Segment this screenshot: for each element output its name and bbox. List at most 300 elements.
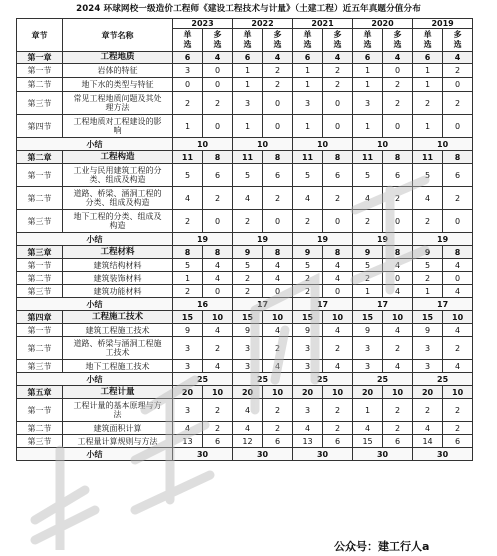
section-name: 建筑工程施工技术 [63,324,173,337]
multi-score: 6 [203,164,233,187]
single-score: 9 [293,324,323,337]
chapter-name: 工程地质 [63,52,173,64]
multi-score: 4 [383,52,413,64]
single-score: 9 [293,246,323,259]
header-single: 单选 [173,29,203,52]
section-name: 建筑结构材料 [63,259,173,272]
multi-score: 10 [383,386,413,399]
single-score: 4 [233,187,263,210]
multi-score: 4 [323,324,353,337]
multi-score: 8 [443,246,473,259]
multi-score: 2 [323,422,353,435]
single-score: 15 [413,311,443,324]
multi-score: 6 [263,435,293,448]
single-score: 2 [293,272,323,285]
single-score: 11 [173,151,203,164]
multi-score: 2 [263,399,293,422]
single-score: 3 [173,64,203,78]
single-score: 2 [353,272,383,285]
multi-score: 6 [383,164,413,187]
multi-score: 4 [203,324,233,337]
multi-score: 10 [443,386,473,399]
header-multi: 多选 [323,29,353,52]
header-multi: 多选 [443,29,473,52]
single-score: 9 [413,246,443,259]
section-name: 建筑功能材料 [63,285,173,298]
multi-score: 2 [323,337,353,360]
multi-score: 4 [323,272,353,285]
single-score: 9 [233,246,263,259]
subtotal-value: 17 [413,298,473,311]
section-name: 道路、桥梁、涵洞工程的分类、组成及构造 [63,187,173,210]
single-score: 4 [413,187,443,210]
section-name: 岩体的特征 [63,64,173,78]
single-score: 4 [293,187,323,210]
chapter-name: 工程材料 [63,246,173,259]
single-score: 2 [413,272,443,285]
section-name: 地下工程施工技术 [63,360,173,373]
multi-score: 4 [203,259,233,272]
single-score: 13 [293,435,323,448]
header-multi: 多选 [203,29,233,52]
multi-score: 4 [263,52,293,64]
single-score: 2 [413,399,443,422]
single-score: 1 [413,78,443,92]
multi-score: 8 [323,151,353,164]
single-score: 5 [293,259,323,272]
multi-score: 0 [383,64,413,78]
subtotal-value: 19 [413,233,473,246]
section-number: 第二节 [17,422,63,435]
header-single: 单选 [233,29,263,52]
multi-score: 2 [383,78,413,92]
single-score: 3 [353,360,383,373]
footer-credit: 公众号：建工行人a [334,540,430,553]
section-name: 工程计量的基本原理与方法 [63,399,173,422]
single-score: 4 [353,187,383,210]
single-score: 9 [413,324,443,337]
section-number: 第二节 [17,337,63,360]
subtotal-value: 30 [413,448,473,461]
section-name: 建筑面积计算 [63,422,173,435]
subtotal-value: 10 [233,138,293,151]
multi-score: 2 [443,399,473,422]
multi-score: 6 [323,164,353,187]
section-number: 第一节 [17,64,63,78]
multi-score: 0 [203,78,233,92]
single-score: 6 [413,52,443,64]
single-score: 5 [293,164,323,187]
multi-score: 2 [203,92,233,115]
single-score: 3 [353,92,383,115]
header-year: 2020 [353,19,413,29]
multi-score: 2 [443,92,473,115]
single-score: 3 [233,337,263,360]
single-score: 3 [293,92,323,115]
single-score: 3 [293,399,323,422]
header-year: 2022 [233,19,293,29]
single-score: 1 [413,115,443,138]
section-number: 第三节 [17,92,63,115]
multi-score: 4 [263,360,293,373]
multi-score: 4 [323,52,353,64]
single-score: 5 [353,259,383,272]
single-score: 2 [413,92,443,115]
single-score: 20 [293,386,323,399]
header-multi: 多选 [263,29,293,52]
multi-score: 0 [383,115,413,138]
multi-score: 10 [203,311,233,324]
header-single: 单选 [293,29,323,52]
single-score: 9 [353,324,383,337]
single-score: 4 [293,422,323,435]
multi-score: 2 [383,92,413,115]
multi-score: 4 [263,259,293,272]
single-score: 1 [233,78,263,92]
multi-score: 4 [383,285,413,298]
multi-score: 8 [383,246,413,259]
section-number: 第三节 [17,360,63,373]
single-score: 3 [173,360,203,373]
multi-score: 0 [263,92,293,115]
multi-score: 4 [203,360,233,373]
single-score: 11 [293,151,323,164]
subtotal-value: 17 [353,298,413,311]
single-score: 6 [173,52,203,64]
section-number: 第一节 [17,324,63,337]
subtotal-value: 25 [293,373,353,386]
single-score: 1 [353,64,383,78]
header-year: 2019 [413,19,473,29]
single-score: 1 [353,115,383,138]
section-name: 地下工程的分类、组成及构造 [63,210,173,233]
multi-score: 2 [203,337,233,360]
multi-score: 2 [323,187,353,210]
multi-score: 4 [383,324,413,337]
subtotal-value: 19 [233,233,293,246]
section-number: 第一节 [17,164,63,187]
multi-score: 10 [383,311,413,324]
multi-score: 6 [263,164,293,187]
subtotal-label: 小结 [17,233,173,246]
single-score: 15 [293,311,323,324]
single-score: 1 [353,399,383,422]
multi-score: 6 [443,435,473,448]
single-score: 20 [353,386,383,399]
subtotal-value: 19 [293,233,353,246]
multi-score: 4 [383,360,413,373]
single-score: 14 [413,435,443,448]
chapter-number: 第二章 [17,151,63,164]
multi-score: 2 [383,337,413,360]
multi-score: 10 [263,311,293,324]
multi-score: 2 [383,399,413,422]
single-score: 3 [233,360,263,373]
multi-score: 0 [323,115,353,138]
single-score: 2 [233,210,263,233]
single-score: 11 [233,151,263,164]
multi-score: 2 [323,78,353,92]
multi-score: 10 [323,386,353,399]
single-score: 15 [353,435,383,448]
chapter-name: 工程构造 [63,151,173,164]
subtotal-value: 10 [173,138,233,151]
multi-score: 4 [443,360,473,373]
single-score: 20 [233,386,263,399]
multi-score: 6 [443,164,473,187]
section-number: 第三节 [17,285,63,298]
section-name: 工程地质对工程建设的影响 [63,115,173,138]
single-score: 4 [233,399,263,422]
single-score: 1 [233,64,263,78]
chapter-number: 第一章 [17,52,63,64]
section-number: 第四节 [17,115,63,138]
subtotal-label: 小结 [17,298,173,311]
section-number: 第二节 [17,187,63,210]
subtotal-value: 16 [173,298,233,311]
multi-score: 4 [383,259,413,272]
section-number: 第二节 [17,78,63,92]
multi-score: 2 [263,422,293,435]
multi-score: 10 [203,386,233,399]
header-single: 单选 [413,29,443,52]
multi-score: 4 [263,324,293,337]
single-score: 1 [353,78,383,92]
single-score: 4 [173,422,203,435]
single-score: 4 [353,422,383,435]
multi-score: 0 [263,285,293,298]
multi-score: 2 [263,187,293,210]
multi-score: 2 [203,399,233,422]
multi-score: 2 [203,187,233,210]
multi-score: 2 [323,64,353,78]
single-score: 4 [413,422,443,435]
section-number: 第三节 [17,210,63,233]
single-score: 2 [173,92,203,115]
single-score: 13 [173,435,203,448]
single-score: 2 [233,285,263,298]
multi-score: 8 [383,151,413,164]
single-score: 11 [413,151,443,164]
single-score: 3 [173,337,203,360]
single-score: 20 [413,386,443,399]
single-score: 2 [293,210,323,233]
subtotal-value: 25 [413,373,473,386]
multi-score: 4 [203,272,233,285]
header-year: 2023 [173,19,233,29]
single-score: 2 [353,210,383,233]
multi-score: 2 [263,64,293,78]
single-score: 2 [413,210,443,233]
multi-score: 6 [383,435,413,448]
subtotal-value: 10 [353,138,413,151]
multi-score: 10 [443,311,473,324]
section-name: 常见工程地质问题及其处理方法 [63,92,173,115]
multi-score: 2 [383,187,413,210]
header-year: 2021 [293,19,353,29]
multi-score: 2 [443,422,473,435]
single-score: 2 [173,285,203,298]
section-number: 第一节 [17,399,63,422]
single-score: 15 [173,311,203,324]
single-score: 6 [353,52,383,64]
single-score: 3 [173,399,203,422]
multi-score: 8 [263,151,293,164]
subtotal-label: 小结 [17,373,173,386]
single-score: 1 [353,285,383,298]
header-name: 章节名称 [63,19,173,52]
page-title: 2024 环球网校一级造价工程师《建设工程技术与计量》（土建工程）近五年真题分值分布 [76,4,421,14]
multi-score: 0 [203,210,233,233]
subtotal-value: 30 [293,448,353,461]
multi-score: 0 [443,210,473,233]
multi-score: 0 [263,115,293,138]
chapter-name: 工程施工技术 [63,311,173,324]
chapter-name: 工程计量 [63,386,173,399]
multi-score: 0 [203,285,233,298]
subtotal-value: 25 [173,373,233,386]
subtotal-value: 10 [293,138,353,151]
multi-score: 8 [443,151,473,164]
subtotal-value: 19 [353,233,413,246]
multi-score: 0 [263,210,293,233]
single-score: 1 [413,64,443,78]
single-score: 1 [293,78,323,92]
subtotal-value: 17 [293,298,353,311]
single-score: 0 [173,78,203,92]
single-score: 8 [173,246,203,259]
single-score: 9 [353,246,383,259]
section-number: 第二节 [17,272,63,285]
header-chapter: 章节 [17,19,63,52]
single-score: 6 [293,52,323,64]
subtotal-value: 30 [353,448,413,461]
multi-score: 8 [263,246,293,259]
single-score: 1 [293,115,323,138]
single-score: 5 [173,164,203,187]
single-score: 6 [233,52,263,64]
chapter-number: 第三章 [17,246,63,259]
multi-score: 4 [323,259,353,272]
single-score: 5 [353,164,383,187]
multi-score: 2 [263,78,293,92]
single-score: 3 [293,337,323,360]
header-single: 单选 [353,29,383,52]
subtotal-value: 30 [173,448,233,461]
single-score: 5 [173,259,203,272]
single-score: 1 [293,64,323,78]
single-score: 1 [233,115,263,138]
single-score: 3 [413,360,443,373]
multi-score: 4 [323,360,353,373]
multi-score: 4 [443,52,473,64]
single-score: 12 [233,435,263,448]
multi-score: 8 [203,246,233,259]
subtotal-value: 25 [353,373,413,386]
section-name: 道路、桥梁与涵洞工程施工技术 [63,337,173,360]
section-name: 工程量计算规则与方法 [63,435,173,448]
single-score: 1 [173,115,203,138]
single-score: 9 [233,324,263,337]
multi-score: 0 [443,272,473,285]
multi-score: 0 [323,210,353,233]
subtotal-label: 小结 [17,448,173,461]
chapter-number: 第四章 [17,311,63,324]
single-score: 4 [173,187,203,210]
single-score: 20 [173,386,203,399]
multi-score: 0 [443,115,473,138]
multi-score: 2 [383,422,413,435]
multi-score: 0 [443,78,473,92]
subtotal-value: 17 [233,298,293,311]
single-score: 5 [413,259,443,272]
single-score: 9 [173,324,203,337]
section-number: 第一节 [17,259,63,272]
subtotal-label: 小结 [17,138,173,151]
multi-score: 2 [443,64,473,78]
single-score: 3 [413,337,443,360]
single-score: 15 [353,311,383,324]
multi-score: 10 [263,386,293,399]
multi-score: 4 [443,259,473,272]
multi-score: 0 [323,92,353,115]
multi-score: 0 [383,272,413,285]
multi-score: 4 [443,285,473,298]
score-distribution-table [16,18,473,461]
subtotal-value: 19 [173,233,233,246]
single-score: 2 [173,210,203,233]
single-score: 15 [233,311,263,324]
subtotal-value: 25 [233,373,293,386]
multi-score: 6 [203,435,233,448]
single-score: 2 [293,285,323,298]
multi-score: 4 [443,324,473,337]
single-score: 5 [413,164,443,187]
chapter-number: 第五章 [17,386,63,399]
multi-score: 10 [323,311,353,324]
single-score: 3 [233,92,263,115]
multi-score: 8 [203,151,233,164]
single-score: 1 [173,272,203,285]
section-name: 建筑装饰材料 [63,272,173,285]
multi-score: 2 [263,337,293,360]
subtotal-value: 10 [413,138,473,151]
section-name: 地下水的类型与特征 [63,78,173,92]
multi-score: 2 [203,422,233,435]
single-score: 2 [233,272,263,285]
multi-score: 6 [323,435,353,448]
single-score: 1 [413,285,443,298]
multi-score: 0 [203,115,233,138]
single-score: 3 [353,337,383,360]
single-score: 11 [353,151,383,164]
multi-score: 2 [323,399,353,422]
single-score: 5 [233,164,263,187]
multi-score: 2 [443,187,473,210]
multi-score: 0 [323,285,353,298]
header-multi: 多选 [383,29,413,52]
subtotal-value: 30 [233,448,293,461]
multi-score: 0 [203,64,233,78]
multi-score: 0 [383,210,413,233]
section-number: 第三节 [17,435,63,448]
single-score: 3 [293,360,323,373]
single-score: 5 [233,259,263,272]
multi-score: 4 [203,52,233,64]
multi-score: 8 [323,246,353,259]
section-name: 工业与民用建筑工程的分类、组成及构造 [63,164,173,187]
single-score: 4 [233,422,263,435]
